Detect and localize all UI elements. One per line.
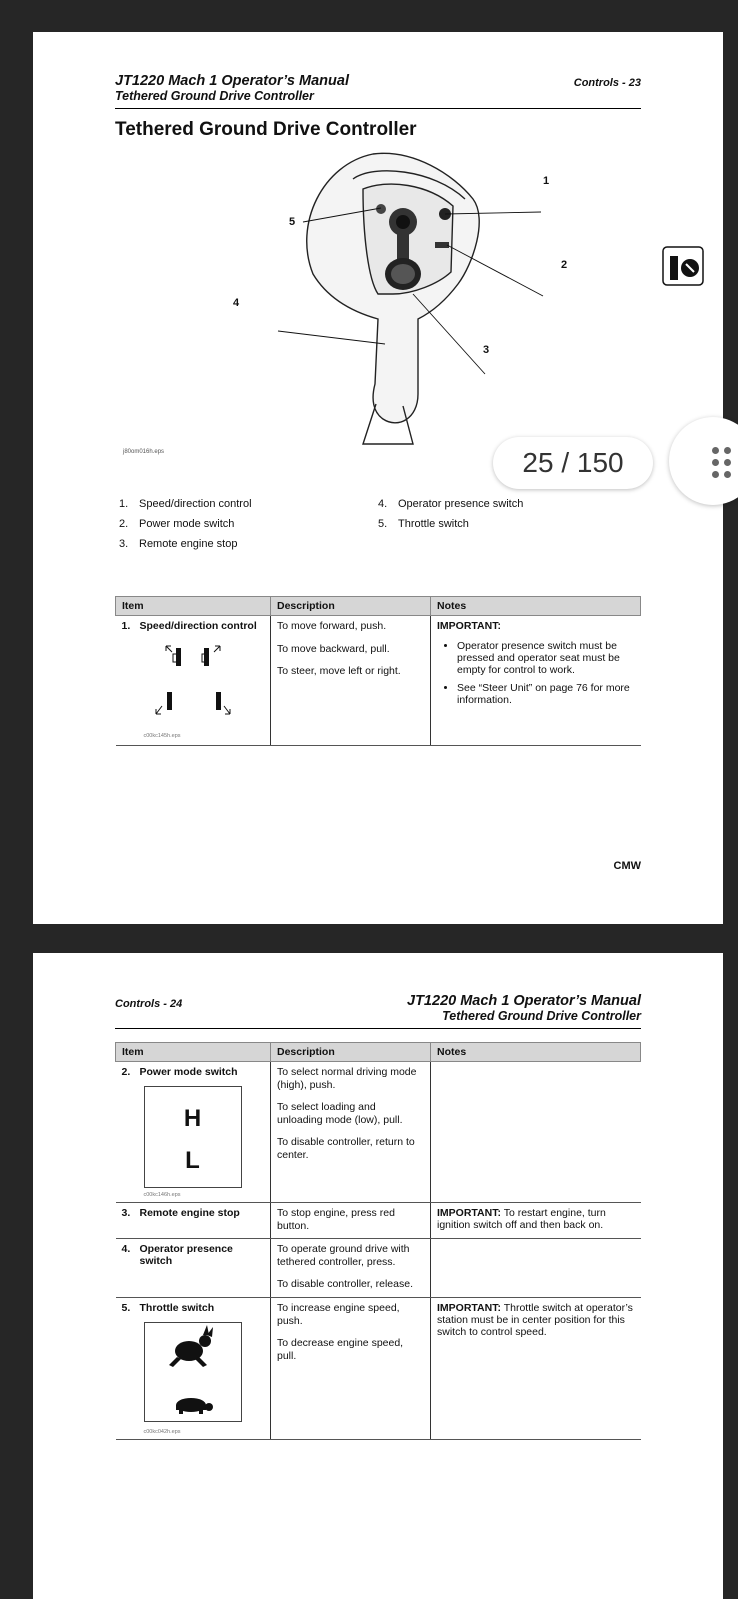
legend-item: 5. Throttle switch xyxy=(378,518,469,530)
table-row: 2. Power mode switch H L c00kc146h.eps To select normal driving mode (high), push. To select loading and unloading mode (low), pull. To disable controller, return to center. xyxy=(116,1062,641,1203)
col-header-description: Description xyxy=(271,597,431,616)
legend-left xyxy=(119,498,252,558)
notes-cell: IMPORTANT: • Operator presence switch must be pressed and operator seat must be empty for control to work. • See “Steer Unit” on page 76 for more information. xyxy=(431,616,641,746)
power-mode-icon: H L xyxy=(144,1086,242,1188)
item-name: Speed/direction control xyxy=(139,620,257,632)
notes-cell xyxy=(431,1239,641,1298)
annotation-tool-icon[interactable] xyxy=(662,246,704,286)
pdf-page-24 xyxy=(33,953,723,1599)
controls-table-p24 xyxy=(115,1042,641,1440)
page-header-right xyxy=(407,993,641,1023)
table-row: 1. Speed/direction control c00kc145h.eps To move forward, push. To move backward, pull. To steer, move left or right. IMPORTANT: • Operator presence switch must be pressed and operator seat must be empty for control to work. • See “Steer Unit” on page 76 for more information. xyxy=(116,616,641,746)
notes-cell xyxy=(431,1062,641,1203)
table-row: 5. Throttle switch c00kc042h.eps To increase engine speed, push. To decrease engine speed, pull. IMPORTANT: Throttle switch at operator’s station must be in center position for this switch to control speed. xyxy=(116,1297,641,1439)
header-rule xyxy=(115,108,641,109)
controls-table-p23 xyxy=(115,596,641,746)
image-filename: c00kc042h.eps xyxy=(143,1428,181,1435)
item-name: Remote engine stop xyxy=(139,1207,240,1219)
page-header-left xyxy=(115,73,349,103)
notes-cell: IMPORTANT: Throttle switch at operator’s station must be in center position for this switch to control speed. xyxy=(431,1297,641,1439)
description-cell: To stop engine, press red button. xyxy=(271,1203,431,1239)
col-header-description: Description xyxy=(271,1043,431,1062)
item-name: Power mode switch xyxy=(139,1066,238,1078)
callout-4: 4 xyxy=(233,297,240,309)
table-row: 3. Remote engine stop To stop engine, press red button. IMPORTANT: To restart engine, turn ignition switch off and then back on. xyxy=(116,1203,641,1239)
col-header-notes: Notes xyxy=(431,1043,641,1062)
header-subtitle: Tethered Ground Drive Controller xyxy=(115,89,314,103)
callout-2: 2 xyxy=(561,259,568,271)
col-header-notes: Notes xyxy=(431,597,641,616)
description-cell: To operate ground drive with tethered controller, press. To disable controller, release. xyxy=(271,1239,431,1298)
joystick-directions-icon xyxy=(144,640,240,726)
legend-right xyxy=(378,498,523,538)
item-name: Throttle switch xyxy=(139,1301,215,1314)
table-row: 4. Operator presence switch To operate ground drive with tethered controller, press. To disable controller, release. xyxy=(116,1239,641,1298)
legend-item: 2. Power mode switch xyxy=(119,518,235,530)
item-name: Operator presence switch xyxy=(139,1243,233,1268)
header-page-number: Controls - 24 xyxy=(115,998,183,1010)
image-filename: c00kc145h.eps xyxy=(143,733,181,739)
legend-item: 3. Remote engine stop xyxy=(119,538,238,550)
col-header-item: Item xyxy=(116,597,271,616)
header-subtitle: Tethered Ground Drive Controller xyxy=(442,1009,641,1023)
description-cell: To select normal driving mode (high), push. To select loading and unloading mode (low), pull. To disable controller, return to center. xyxy=(271,1062,431,1203)
description-cell: To move forward, push. To move backward, pull. To steer, move left or right. xyxy=(271,616,431,746)
legend-item: 1. Speed/direction control xyxy=(119,498,252,510)
rabbit-turtle-icon xyxy=(144,1322,242,1422)
header-page-number: Controls - 23 xyxy=(573,77,641,89)
callout-1: 1 xyxy=(543,175,550,187)
page-counter[interactable]: 25 / 150 xyxy=(493,437,653,489)
callout-3: 3 xyxy=(483,344,490,356)
section-title: Tethered Ground Drive Controller xyxy=(115,119,417,140)
figure-filename: j80om016h.eps xyxy=(123,449,165,455)
notes-cell: IMPORTANT: To restart engine, turn ignition switch off and then back on. xyxy=(431,1203,641,1239)
legend-item: 4. Operator presence switch xyxy=(378,498,524,510)
col-header-item: Item xyxy=(116,1043,271,1062)
header-title: JT1220 Mach 1 Operator’s Manual xyxy=(115,73,349,89)
footer-code: CMW xyxy=(613,860,641,872)
image-filename: c00kc146h.eps xyxy=(143,1192,181,1198)
description-cell: To increase engine speed, push. To decrease engine speed, pull. xyxy=(271,1297,431,1439)
header-rule xyxy=(115,1028,641,1029)
controller-figure xyxy=(213,144,563,454)
header-title: JT1220 Mach 1 Operator’s Manual xyxy=(407,993,641,1009)
callout-5: 5 xyxy=(289,216,296,228)
